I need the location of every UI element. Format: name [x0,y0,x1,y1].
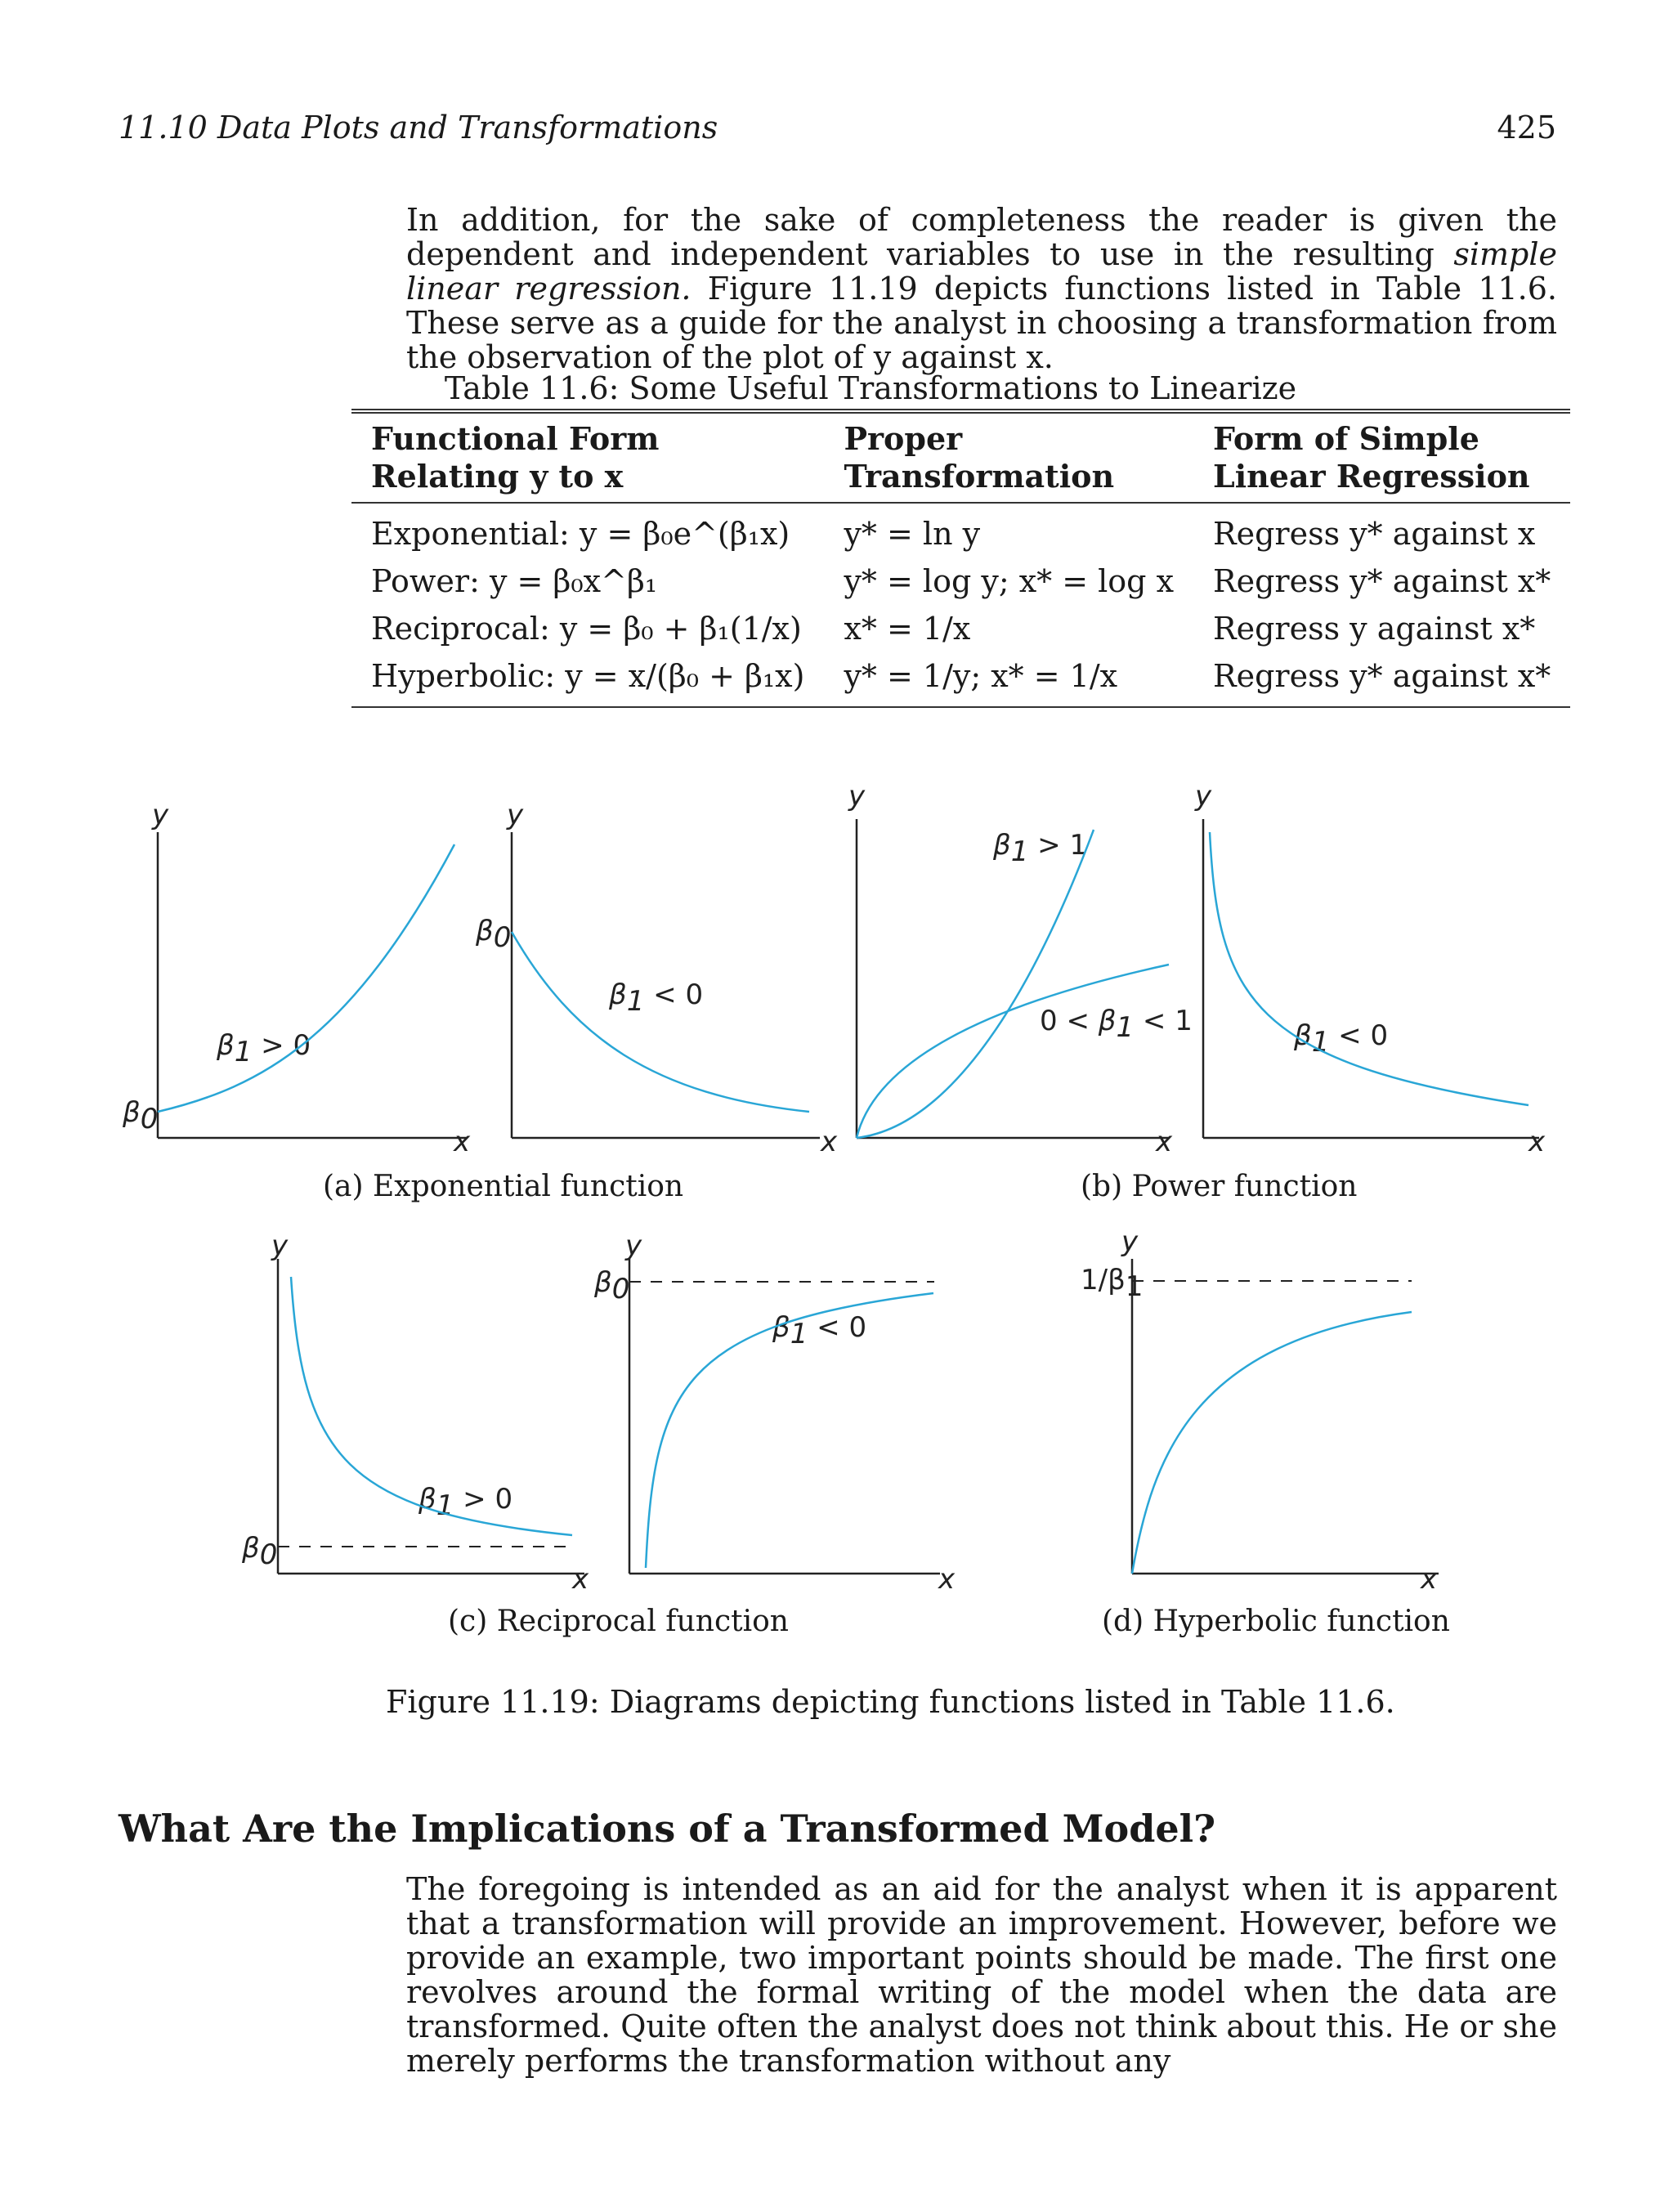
table-cell: Regress y* against x* [1213,658,1551,694]
y-axis-label: y [271,1229,289,1262]
beta1-label: β1 < 0 [609,978,704,1018]
caption-a: (a) Exponential function [323,1170,684,1203]
running-head: 11.10 Data Plots and Transformations [119,110,718,146]
x-axis-label: x [1156,1126,1173,1158]
caption-b: (b) Power function [1081,1170,1358,1203]
power-lt1-curve [857,965,1169,1138]
intro-text-1: In addition, for the sake of completeness the reader is given the dependent and independent variables to use in the resulting [406,202,1557,272]
table-cell: Exponential: y = β₀e^(β₁x) [371,516,790,552]
beta1-gt1-label: β1 > 1 [993,829,1088,868]
x-axis-label: x [821,1126,838,1158]
page-number: 425 [1497,110,1556,146]
figure-caption: Figure 11.19: Diagrams depicting functions listed in Table 11.6. [386,1684,1395,1720]
table-cell: x* = 1/x [844,611,971,647]
table-cell: y* = log y; x* = log x [844,563,1174,599]
x-axis-label: x [572,1563,589,1596]
header-proper-transformation: Proper Transformation [844,420,1115,495]
beta0-label: β0 [594,1266,630,1305]
header-form-of-regression: Form of Simple Linear Regression [1213,420,1530,495]
x-axis-label: x [1529,1126,1546,1158]
table-caption: Table 11.6: Some Useful Transformations to Linearize [444,370,1297,406]
table-cell: Regress y against x* [1213,611,1536,647]
table-cell: Power: y = β₀x^β₁ [371,563,658,599]
panel-c2 [593,1229,956,1596]
table-cell: Reciprocal: y = β₀ + β₁(1/x) [371,611,802,647]
y-axis-label: y [152,799,169,831]
beta1-between-label: 0 < β1 < 1 [1040,1005,1193,1044]
body-paragraph: The foregoing is intended as an aid for the analyst when it is apparent that a transformation will provide an improvement. However, before we provide an example, two important points should be made. The first one revolves around the formal writing of the model when the data are transformed. Quite often the analyst does not think about this. He or she merely performs the transformation without any [406,1871,1557,2079]
y-axis-label: y [1195,780,1212,813]
beta1-label: β1 > 0 [418,1483,513,1522]
beta1-label: β1 > 0 [217,1029,311,1068]
intro-emphasis: simple linear regression. [406,236,1557,307]
panel-a2 [475,799,838,1158]
x-axis-label: x [454,1126,471,1158]
y-axis-label: y [1121,1225,1139,1258]
caption-d: (d) Hyperbolic function [1102,1605,1450,1638]
beta1-label: β1 < 0 [1294,1019,1389,1059]
exp-growth-curve [158,844,454,1112]
power-decay-curve [1210,832,1529,1105]
asymptote-label: 1/β1 [1081,1264,1144,1303]
caption-c: (c) Reciprocal function [448,1605,789,1638]
power-gt1-curve [857,830,1094,1138]
table-cell: y* = 1/y; x* = 1/x [844,658,1118,694]
x-axis-label: x [1421,1563,1438,1596]
x-axis-label: x [938,1563,956,1596]
panel-b1 [848,780,1193,1158]
table-cell: Regress y* against x [1213,516,1536,552]
section-heading: What Are the Implications of a Transformed Model? [119,1807,1216,1851]
y-axis-label: y [507,799,524,831]
beta1-label: β1 < 0 [772,1311,867,1350]
beta0-label: β0 [242,1532,278,1571]
table-cell: Hyperbolic: y = x/(β₀ + β₁x) [371,658,805,694]
beta0-label: β0 [123,1096,159,1135]
panel-a1 [122,799,471,1158]
table-cell: Regress y* against x* [1213,563,1551,599]
table-cell: y* = ln y [844,516,981,552]
beta0-label: β0 [476,915,512,954]
intro-text-2: Figure 11.19 depicts functions listed in Table 11.6. These serve as a guide for the analyst in choosing a transformation from the observation of the plot of y against x. [406,271,1558,375]
panel-b2 [1194,780,1546,1158]
y-axis-label: y [848,780,866,813]
panel-d [1081,1225,1439,1596]
y-axis-label: y [625,1229,642,1262]
header-functional-form: Functional Form Relating y to x [371,420,660,495]
hyperbolic-curve [1132,1312,1412,1574]
panel-c1 [241,1229,589,1596]
exp-decay-curve [512,932,809,1112]
